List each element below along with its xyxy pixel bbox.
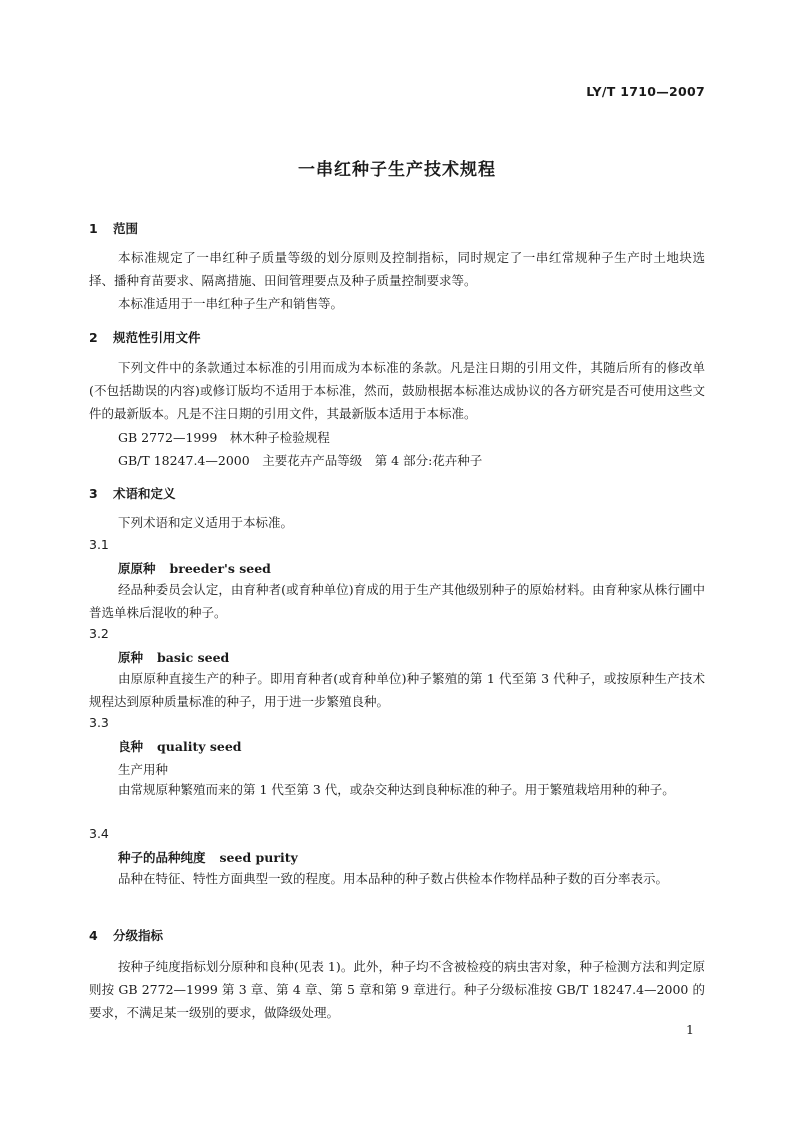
section-number: 3: [89, 486, 98, 501]
section-heading-scope: [89, 219, 138, 237]
term-definition: 经品种委员会认定，由育种者(或育种单位)育成的用于生产其他级别种子的原始材料。由育种家从株行圃中普选单株后混收的种子。: [89, 582, 705, 620]
term-heading: [118, 648, 229, 666]
section-title: 分级指标: [113, 928, 164, 943]
section-title: 范围: [113, 221, 139, 236]
paragraph: 本标准适用于一串红种子生产和销售等。: [118, 296, 344, 311]
term-definition: 由常规原种繁殖而来的第 1 代至第 3 代，或杂交种达到良种标准的种子。用于繁殖栽培用种的种子。: [118, 782, 675, 797]
term-en: breeder's seed: [169, 561, 271, 576]
section-number: 1: [89, 221, 98, 236]
term-heading: [118, 559, 271, 577]
section-title: 规范性引用文件: [113, 330, 201, 345]
term-en: quality seed: [157, 739, 242, 754]
reference-item: GB/T 18247.4—2000 主要花卉产品等级 第 4 部分:花卉种子: [118, 453, 483, 468]
section-heading-terms: [89, 484, 176, 502]
term-cn: 种子的品种纯度: [118, 850, 206, 865]
term-number: 3.2: [89, 626, 109, 641]
section-number: 4: [89, 928, 98, 943]
paragraph: 按种子纯度指标划分原种和良种(见表 1)。此外，种子均不含被检疫的病虫害对象，种子检测方法和判定原则按 GB 2772—1999 第 3 章、第 4 章、第 5 章和第 9 章进行。种子分级标准按 GB/T 18247.4—2000 的要求，不满足某一级别的要求，做降级处理。: [89, 959, 705, 1020]
term-cn: 良种: [118, 739, 144, 754]
term-definition: 品种在特征、特性方面典型一致的程度。用本品种的种子数占供检本作物样品种子数的百分率表示。: [118, 871, 669, 886]
term-number: 3.3: [89, 715, 109, 730]
term-alias: 生产用种: [118, 762, 169, 777]
term-number: 3.1: [89, 537, 109, 552]
term-cn: 原原种: [118, 561, 156, 576]
term-definition: 由原原种直接生产的种子。即用育种者(或育种单位)种子繁殖的第 1 代至第 3 代种子，或按原种生产技术规程达到原种质量标准的种子，用于进一步繁殖良种。: [89, 671, 705, 709]
paragraph: 下列术语和定义适用于本标准。: [118, 515, 294, 530]
section-heading-grading: [89, 926, 163, 944]
document-title: 一串红种子生产技术规程: [298, 160, 496, 180]
term-heading: [118, 737, 242, 755]
term-number: 3.4: [89, 826, 109, 841]
standard-code: LY/T 1710—2007: [586, 84, 705, 99]
page-number: 1: [686, 1022, 694, 1037]
term-en: seed purity: [219, 850, 298, 865]
paragraph: 下列文件中的条款通过本标准的引用而成为本标准的条款。凡是注日期的引用文件，其随后所有的修改单(不包括勘误的内容)或修订版均不适用于本标准，然而，鼓励根据本标准达成协议的各方研究是否可使用这些文件的最新版本。凡是不注日期的引用文件，其最新版本适用于本标准。: [89, 360, 705, 421]
term-en: basic seed: [157, 650, 230, 665]
reference-item: GB 2772—1999 林木种子检验规程: [118, 430, 330, 445]
term-heading: [118, 848, 298, 866]
section-title: 术语和定义: [113, 486, 176, 501]
term-cn: 原种: [118, 650, 144, 665]
section-number: 2: [89, 330, 98, 345]
paragraph: 本标准规定了一串红种子质量等级的划分原则及控制指标，同时规定了一串红常规种子生产时土地块选择、播种育苗要求、隔离措施、田间管理要点及种子质量控制要求等。: [89, 250, 705, 288]
section-heading-references: [89, 328, 201, 346]
